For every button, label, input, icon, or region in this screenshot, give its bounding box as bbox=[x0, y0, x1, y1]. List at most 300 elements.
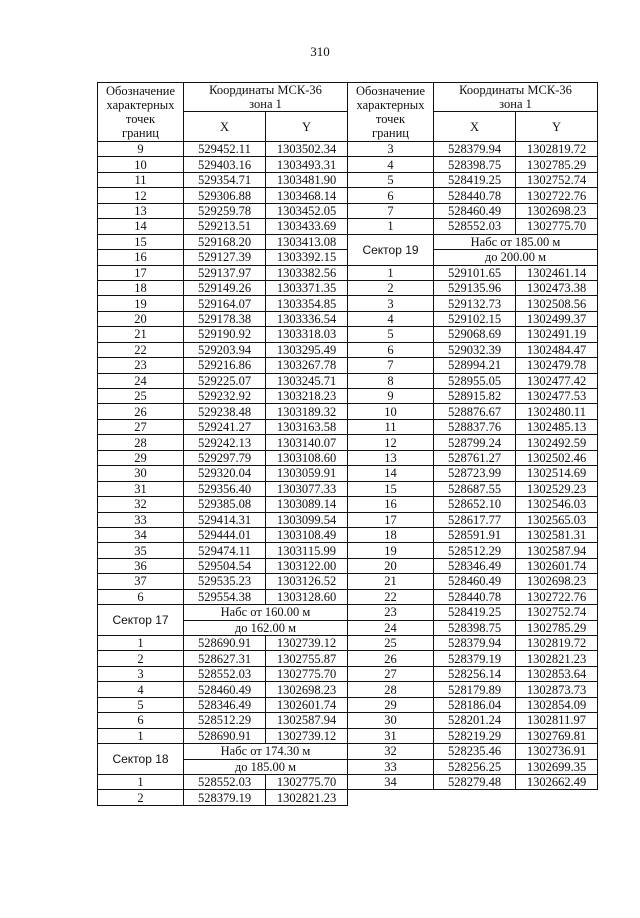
point-number-cell: 2 bbox=[98, 651, 184, 666]
y-coordinate-cell: 1303336.54 bbox=[266, 311, 348, 326]
y-coordinate-cell: 1303089.14 bbox=[266, 497, 348, 512]
y-coordinate-cell: 1302601.74 bbox=[516, 558, 598, 573]
table-row bbox=[98, 342, 348, 357]
point-number-cell: 3 bbox=[98, 666, 184, 681]
y-coordinate-cell: 1302479.78 bbox=[516, 358, 598, 373]
y-coordinate-cell: 1302873.73 bbox=[516, 682, 598, 697]
elevation-range-from: Набс от 185.00 м bbox=[434, 234, 598, 249]
table-row bbox=[98, 389, 348, 404]
table-row bbox=[98, 466, 348, 481]
point-number-cell: 1 bbox=[348, 219, 434, 234]
point-number-cell: 18 bbox=[98, 280, 184, 295]
table-row bbox=[98, 512, 348, 527]
point-number-cell: 27 bbox=[98, 419, 184, 434]
point-number-cell: 35 bbox=[98, 543, 184, 558]
point-number-cell: 22 bbox=[348, 589, 434, 604]
table-row bbox=[348, 142, 598, 157]
point-number-cell: 7 bbox=[348, 203, 434, 218]
point-number-cell: 30 bbox=[348, 713, 434, 728]
y-coordinate-cell: 1303189.32 bbox=[266, 404, 348, 419]
x-coordinate-cell: 529354.71 bbox=[184, 172, 266, 187]
table-row bbox=[98, 574, 348, 589]
point-number-cell: 5 bbox=[98, 697, 184, 712]
x-coordinate-cell: 528460.49 bbox=[434, 203, 516, 218]
point-designation-header: Обозначение характерных точек границ bbox=[98, 83, 184, 142]
y-coordinate-cell: 1302499.37 bbox=[516, 311, 598, 326]
table-row bbox=[98, 666, 348, 681]
point-number-cell: 28 bbox=[348, 682, 434, 697]
x-coordinate-cell: 528591.91 bbox=[434, 527, 516, 542]
table-row bbox=[98, 234, 348, 249]
table-row bbox=[348, 419, 598, 434]
x-coordinate-cell: 529164.07 bbox=[184, 296, 266, 311]
x-coordinate-cell: 528723.99 bbox=[434, 466, 516, 481]
table-row bbox=[98, 774, 348, 789]
y-coordinate-cell: 1302769.81 bbox=[516, 728, 598, 743]
x-coordinate-cell: 528379.94 bbox=[434, 142, 516, 157]
x-coordinate-cell: 528279.48 bbox=[434, 774, 516, 789]
table-row bbox=[98, 728, 348, 743]
x-column-header: X bbox=[184, 112, 266, 142]
point-number-cell: 9 bbox=[348, 389, 434, 404]
point-number-cell: 11 bbox=[348, 419, 434, 434]
x-coordinate-cell: 528627.31 bbox=[184, 651, 266, 666]
point-number-cell: 4 bbox=[348, 311, 434, 326]
point-number-cell: 1 bbox=[98, 728, 184, 743]
x-coordinate-cell: 529132.73 bbox=[434, 296, 516, 311]
table-row bbox=[348, 697, 598, 712]
table-row bbox=[98, 203, 348, 218]
table-row bbox=[348, 311, 598, 326]
point-number-cell: 29 bbox=[98, 450, 184, 465]
point-number-cell: 4 bbox=[98, 682, 184, 697]
y-coordinate-cell: 1302485.13 bbox=[516, 419, 598, 434]
x-coordinate-cell: 528687.55 bbox=[434, 481, 516, 496]
x-coordinate-cell: 529259.78 bbox=[184, 203, 266, 218]
point-number-cell: 2 bbox=[98, 790, 184, 805]
x-coordinate-cell: 528440.78 bbox=[434, 589, 516, 604]
point-number-cell: 5 bbox=[348, 327, 434, 342]
x-coordinate-cell: 528346.49 bbox=[184, 697, 266, 712]
point-number-cell: 16 bbox=[98, 250, 184, 265]
point-number-cell: 3 bbox=[348, 142, 434, 157]
table-row bbox=[348, 389, 598, 404]
point-number-cell: 13 bbox=[98, 203, 184, 218]
y-coordinate-cell: 1302775.70 bbox=[516, 219, 598, 234]
point-number-cell: 12 bbox=[348, 435, 434, 450]
point-number-cell: 9 bbox=[98, 142, 184, 157]
table-row bbox=[98, 790, 348, 805]
point-number-cell: 31 bbox=[348, 728, 434, 743]
x-coordinate-cell: 529213.51 bbox=[184, 219, 266, 234]
table-row bbox=[98, 172, 348, 187]
y-coordinate-cell: 1303099.54 bbox=[266, 512, 348, 527]
table-row bbox=[348, 219, 598, 234]
y-coordinate-cell: 1302819.72 bbox=[516, 142, 598, 157]
point-number-cell: 32 bbox=[98, 497, 184, 512]
y-coordinate-cell: 1303059.91 bbox=[266, 466, 348, 481]
table-row bbox=[348, 203, 598, 218]
y-coordinate-cell: 1302722.76 bbox=[516, 188, 598, 203]
y-coordinate-cell: 1303468.14 bbox=[266, 188, 348, 203]
x-coordinate-cell: 528419.25 bbox=[434, 605, 516, 620]
point-number-cell: 4 bbox=[348, 157, 434, 172]
point-number-cell: 6 bbox=[348, 188, 434, 203]
point-number-cell: 28 bbox=[98, 435, 184, 450]
table-row bbox=[348, 358, 598, 373]
table-row bbox=[348, 188, 598, 203]
x-coordinate-cell: 528955.05 bbox=[434, 373, 516, 388]
y-coordinate-cell: 1303493.31 bbox=[266, 157, 348, 172]
x-coordinate-cell: 529168.20 bbox=[184, 234, 266, 249]
y-coordinate-cell: 1302736.91 bbox=[516, 744, 598, 759]
x-coordinate-cell: 528512.29 bbox=[434, 543, 516, 558]
x-coordinate-cell: 528419.25 bbox=[434, 172, 516, 187]
y-coordinate-cell: 1303392.15 bbox=[266, 250, 348, 265]
x-coordinate-cell: 528440.78 bbox=[434, 188, 516, 203]
y-coordinate-cell: 1302514.69 bbox=[516, 466, 598, 481]
x-coordinate-cell: 529102.15 bbox=[434, 311, 516, 326]
y-coordinate-cell: 1302546.03 bbox=[516, 497, 598, 512]
y-coordinate-cell: 1302739.12 bbox=[266, 636, 348, 651]
point-number-cell: 34 bbox=[98, 527, 184, 542]
y-coordinate-cell: 1303108.60 bbox=[266, 450, 348, 465]
table-row bbox=[348, 605, 598, 620]
y-coordinate-cell: 1302819.72 bbox=[516, 636, 598, 651]
x-coordinate-cell: 528379.19 bbox=[434, 651, 516, 666]
table-row bbox=[98, 527, 348, 542]
table-row bbox=[348, 527, 598, 542]
coordinates-header: Координаты МСК-36 зона 1 bbox=[434, 83, 598, 112]
point-number-cell: 27 bbox=[348, 666, 434, 681]
x-coordinate-cell: 528460.49 bbox=[184, 682, 266, 697]
point-number-cell: 31 bbox=[98, 481, 184, 496]
x-coordinate-cell: 529101.65 bbox=[434, 265, 516, 280]
point-number-cell: 1 bbox=[98, 636, 184, 651]
point-number-cell: 19 bbox=[348, 543, 434, 558]
x-coordinate-cell: 529190.92 bbox=[184, 327, 266, 342]
y-coordinate-cell: 1302853.64 bbox=[516, 666, 598, 681]
y-coordinate-cell: 1303295.49 bbox=[266, 342, 348, 357]
point-number-cell: 19 bbox=[98, 296, 184, 311]
point-number-cell: 26 bbox=[98, 404, 184, 419]
y-coordinate-cell: 1302698.23 bbox=[266, 682, 348, 697]
sector-header-row bbox=[98, 744, 348, 759]
point-number-cell: 6 bbox=[348, 342, 434, 357]
x-coordinate-cell: 528379.19 bbox=[184, 790, 266, 805]
y-coordinate-cell: 1302785.29 bbox=[516, 620, 598, 635]
point-number-cell: 21 bbox=[98, 327, 184, 342]
point-number-cell: 25 bbox=[348, 636, 434, 651]
y-coordinate-cell: 1303115.99 bbox=[266, 543, 348, 558]
point-number-cell: 8 bbox=[348, 373, 434, 388]
table-row bbox=[348, 558, 598, 573]
point-number-cell: 14 bbox=[98, 219, 184, 234]
table-row bbox=[348, 666, 598, 681]
point-number-cell: 36 bbox=[98, 558, 184, 573]
point-number-cell: 14 bbox=[348, 466, 434, 481]
table-row bbox=[98, 713, 348, 728]
sector-label: Сектор 19 bbox=[348, 234, 434, 265]
y-coordinate-cell: 1302508.56 bbox=[516, 296, 598, 311]
point-number-cell: 10 bbox=[98, 157, 184, 172]
sector-header-row bbox=[98, 605, 348, 620]
point-number-cell: 15 bbox=[98, 234, 184, 249]
x-coordinate-cell: 529414.31 bbox=[184, 512, 266, 527]
y-coordinate-cell: 1303354.85 bbox=[266, 296, 348, 311]
point-number-cell: 24 bbox=[98, 373, 184, 388]
x-coordinate-cell: 529385.08 bbox=[184, 497, 266, 512]
x-coordinate-cell: 528179.89 bbox=[434, 682, 516, 697]
point-number-cell: 32 bbox=[348, 744, 434, 759]
x-coordinate-cell: 529403.16 bbox=[184, 157, 266, 172]
table-row bbox=[348, 589, 598, 604]
point-number-cell: 21 bbox=[348, 574, 434, 589]
point-number-cell: 29 bbox=[348, 697, 434, 712]
x-coordinate-cell: 529203.94 bbox=[184, 342, 266, 357]
x-coordinate-cell: 528460.49 bbox=[434, 574, 516, 589]
y-coordinate-cell: 1302502.46 bbox=[516, 450, 598, 465]
x-coordinate-cell: 529356.40 bbox=[184, 481, 266, 496]
x-coordinate-cell: 529444.01 bbox=[184, 527, 266, 542]
table-row bbox=[98, 219, 348, 234]
point-number-cell: 2 bbox=[348, 280, 434, 295]
x-coordinate-cell: 528379.94 bbox=[434, 636, 516, 651]
y-coordinate-cell: 1303126.52 bbox=[266, 574, 348, 589]
y-coordinate-cell: 1302821.23 bbox=[516, 651, 598, 666]
table-row bbox=[98, 481, 348, 496]
point-number-cell: 13 bbox=[348, 450, 434, 465]
y-coordinate-cell: 1302699.35 bbox=[516, 759, 598, 774]
table-row bbox=[348, 774, 598, 789]
point-number-cell: 37 bbox=[98, 574, 184, 589]
table-row bbox=[98, 157, 348, 172]
x-coordinate-cell: 528690.91 bbox=[184, 728, 266, 743]
table-row bbox=[98, 250, 348, 265]
y-coordinate-cell: 1302491.19 bbox=[516, 327, 598, 342]
y-coordinate-cell: 1302752.74 bbox=[516, 605, 598, 620]
y-coordinate-cell: 1302480.11 bbox=[516, 404, 598, 419]
table-row bbox=[348, 373, 598, 388]
point-number-cell: 25 bbox=[98, 389, 184, 404]
elevation-range-from: Набс от 174.30 м bbox=[184, 744, 348, 759]
x-coordinate-cell: 529297.79 bbox=[184, 450, 266, 465]
x-coordinate-cell: 529232.92 bbox=[184, 389, 266, 404]
y-coordinate-cell: 1303140.07 bbox=[266, 435, 348, 450]
point-number-cell: 23 bbox=[98, 358, 184, 373]
x-coordinate-cell: 528994.21 bbox=[434, 358, 516, 373]
y-coordinate-cell: 1303163.58 bbox=[266, 419, 348, 434]
y-coordinate-cell: 1302581.31 bbox=[516, 527, 598, 542]
y-coordinate-cell: 1303318.03 bbox=[266, 327, 348, 342]
table-row bbox=[98, 497, 348, 512]
x-coordinate-cell: 528256.14 bbox=[434, 666, 516, 681]
x-coordinate-cell: 528235.46 bbox=[434, 744, 516, 759]
table-row bbox=[348, 450, 598, 465]
point-number-cell: 18 bbox=[348, 527, 434, 542]
table-row bbox=[98, 280, 348, 295]
point-number-cell: 17 bbox=[348, 512, 434, 527]
point-number-cell: 6 bbox=[98, 713, 184, 728]
y-coordinate-cell: 1303371.35 bbox=[266, 280, 348, 295]
x-coordinate-cell: 529216.86 bbox=[184, 358, 266, 373]
point-number-cell: 1 bbox=[98, 774, 184, 789]
point-number-cell: 10 bbox=[348, 404, 434, 419]
table-row bbox=[348, 759, 598, 774]
y-coordinate-cell: 1303433.69 bbox=[266, 219, 348, 234]
x-coordinate-cell: 528201.24 bbox=[434, 713, 516, 728]
point-number-cell: 33 bbox=[348, 759, 434, 774]
x-coordinate-cell: 529135.96 bbox=[434, 280, 516, 295]
y-coordinate-cell: 1302587.94 bbox=[516, 543, 598, 558]
table-row bbox=[348, 157, 598, 172]
elevation-range-to: до 185.00 м bbox=[184, 759, 348, 774]
x-coordinate-cell: 529238.48 bbox=[184, 404, 266, 419]
table-row bbox=[98, 265, 348, 280]
y-coordinate-cell: 1302662.49 bbox=[516, 774, 598, 789]
point-number-cell: 20 bbox=[348, 558, 434, 573]
point-number-cell: 3 bbox=[348, 296, 434, 311]
x-column-header: X bbox=[434, 112, 516, 142]
page-number: 310 bbox=[310, 44, 330, 59]
table-row bbox=[348, 404, 598, 419]
table-row bbox=[98, 450, 348, 465]
y-column-header: Y bbox=[516, 112, 598, 142]
point-number-cell: 15 bbox=[348, 481, 434, 496]
x-coordinate-cell: 528398.75 bbox=[434, 157, 516, 172]
x-coordinate-cell: 528761.27 bbox=[434, 450, 516, 465]
table-row bbox=[98, 296, 348, 311]
x-coordinate-cell: 529306.88 bbox=[184, 188, 266, 203]
table-row bbox=[98, 419, 348, 434]
table-row bbox=[98, 327, 348, 342]
table-row bbox=[348, 574, 598, 589]
table-row bbox=[348, 682, 598, 697]
table-row bbox=[348, 636, 598, 651]
table-row bbox=[348, 512, 598, 527]
x-coordinate-cell: 529149.26 bbox=[184, 280, 266, 295]
y-coordinate-cell: 1302722.76 bbox=[516, 589, 598, 604]
x-coordinate-cell: 529320.04 bbox=[184, 466, 266, 481]
table-row bbox=[348, 466, 598, 481]
x-coordinate-cell: 529032.39 bbox=[434, 342, 516, 357]
x-coordinate-cell: 529242.13 bbox=[184, 435, 266, 450]
table-row bbox=[348, 481, 598, 496]
table-row bbox=[98, 558, 348, 573]
point-number-cell: 16 bbox=[348, 497, 434, 512]
table-row bbox=[348, 651, 598, 666]
elevation-range-to: до 200.00 м bbox=[434, 250, 598, 265]
sector-label: Сектор 18 bbox=[98, 744, 184, 775]
point-number-cell: 26 bbox=[348, 651, 434, 666]
y-coordinate-cell: 1302461.14 bbox=[516, 265, 598, 280]
table-row bbox=[98, 404, 348, 419]
point-number-cell: 34 bbox=[348, 774, 434, 789]
table-row bbox=[348, 435, 598, 450]
table-row bbox=[98, 142, 348, 157]
table-row bbox=[348, 327, 598, 342]
y-coordinate-cell: 1302492.59 bbox=[516, 435, 598, 450]
y-column-header: Y bbox=[266, 112, 348, 142]
y-coordinate-cell: 1302775.70 bbox=[266, 774, 348, 789]
point-number-cell: 7 bbox=[348, 358, 434, 373]
point-number-cell: 22 bbox=[98, 342, 184, 357]
point-number-cell: 6 bbox=[98, 589, 184, 604]
y-coordinate-cell: 1303077.33 bbox=[266, 481, 348, 496]
x-coordinate-cell: 528799.24 bbox=[434, 435, 516, 450]
point-number-cell: 24 bbox=[348, 620, 434, 635]
x-coordinate-cell: 529452.11 bbox=[184, 142, 266, 157]
table-row bbox=[348, 172, 598, 187]
x-coordinate-cell: 529137.97 bbox=[184, 265, 266, 280]
y-coordinate-cell: 1302739.12 bbox=[266, 728, 348, 743]
table-row bbox=[98, 358, 348, 373]
table-row bbox=[348, 265, 598, 280]
table-row bbox=[348, 296, 598, 311]
x-coordinate-cell: 528552.03 bbox=[184, 666, 266, 681]
y-coordinate-cell: 1303452.05 bbox=[266, 203, 348, 218]
point-designation-header: Обозначение характерных точек границ bbox=[348, 83, 434, 142]
y-coordinate-cell: 1302811.97 bbox=[516, 713, 598, 728]
table-row bbox=[98, 697, 348, 712]
y-coordinate-cell: 1302477.42 bbox=[516, 373, 598, 388]
x-coordinate-cell: 528398.75 bbox=[434, 620, 516, 635]
elevation-range-from: Набс от 160.00 м bbox=[184, 605, 348, 620]
elevation-range-to: до 162.00 м bbox=[184, 620, 348, 635]
y-coordinate-cell: 1302775.70 bbox=[266, 666, 348, 681]
x-coordinate-cell: 529554.38 bbox=[184, 589, 266, 604]
x-coordinate-cell: 528512.29 bbox=[184, 713, 266, 728]
x-coordinate-cell: 528186.04 bbox=[434, 697, 516, 712]
table-row bbox=[348, 713, 598, 728]
table-row bbox=[348, 543, 598, 558]
table-row bbox=[348, 342, 598, 357]
x-coordinate-cell: 528256.25 bbox=[434, 759, 516, 774]
right-coordinates-table bbox=[347, 82, 598, 790]
x-coordinate-cell: 528876.67 bbox=[434, 404, 516, 419]
x-coordinate-cell: 529535.23 bbox=[184, 574, 266, 589]
y-coordinate-cell: 1303245.71 bbox=[266, 373, 348, 388]
x-coordinate-cell: 529474.11 bbox=[184, 543, 266, 558]
x-coordinate-cell: 528346.49 bbox=[434, 558, 516, 573]
y-coordinate-cell: 1303218.23 bbox=[266, 389, 348, 404]
y-coordinate-cell: 1302752.74 bbox=[516, 172, 598, 187]
x-coordinate-cell: 528690.91 bbox=[184, 636, 266, 651]
table-row bbox=[98, 636, 348, 651]
point-number-cell: 20 bbox=[98, 311, 184, 326]
x-coordinate-cell: 528552.03 bbox=[434, 219, 516, 234]
y-coordinate-cell: 1303267.78 bbox=[266, 358, 348, 373]
y-coordinate-cell: 1302698.23 bbox=[516, 574, 598, 589]
table-row bbox=[348, 744, 598, 759]
y-coordinate-cell: 1302587.94 bbox=[266, 713, 348, 728]
x-coordinate-cell: 528652.10 bbox=[434, 497, 516, 512]
x-coordinate-cell: 528617.77 bbox=[434, 512, 516, 527]
y-coordinate-cell: 1303481.90 bbox=[266, 172, 348, 187]
left-coordinates-table bbox=[97, 82, 348, 806]
table-row bbox=[98, 682, 348, 697]
y-coordinate-cell: 1303413.08 bbox=[266, 234, 348, 249]
x-coordinate-cell: 529178.38 bbox=[184, 311, 266, 326]
table-row bbox=[98, 651, 348, 666]
x-coordinate-cell: 529504.54 bbox=[184, 558, 266, 573]
table-row bbox=[348, 497, 598, 512]
y-coordinate-cell: 1302565.03 bbox=[516, 512, 598, 527]
y-coordinate-cell: 1303382.56 bbox=[266, 265, 348, 280]
y-coordinate-cell: 1302601.74 bbox=[266, 697, 348, 712]
point-number-cell: 17 bbox=[98, 265, 184, 280]
coordinates-header: Координаты МСК-36 зона 1 bbox=[184, 83, 348, 112]
